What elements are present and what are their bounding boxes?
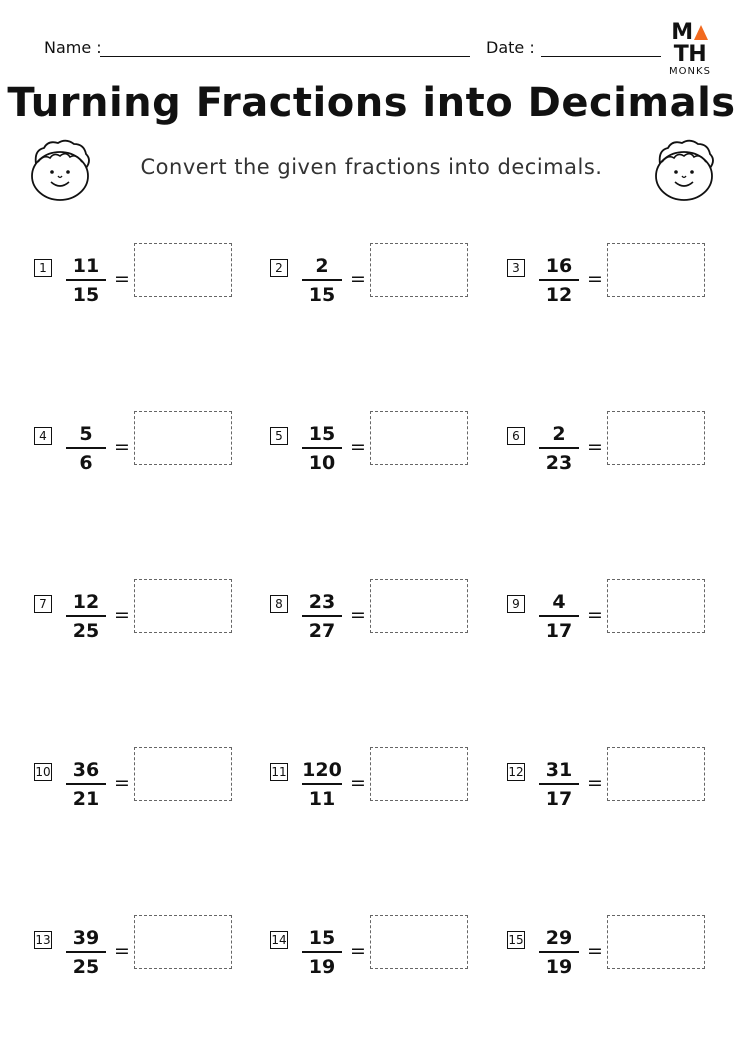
equals-sign: =	[587, 436, 603, 458]
fraction	[300, 421, 344, 475]
fraction	[537, 253, 581, 307]
equals-sign: =	[114, 940, 130, 962]
answer-box[interactable]	[607, 915, 705, 969]
answer-box[interactable]	[607, 579, 705, 633]
problem-number: 2	[270, 259, 288, 277]
date-field[interactable]	[541, 56, 661, 57]
fraction	[64, 589, 108, 643]
problem-number: 7	[34, 595, 52, 613]
answer-box[interactable]	[370, 579, 468, 633]
answer-box[interactable]	[607, 243, 705, 297]
problem-9	[507, 589, 722, 649]
problem-number: 6	[507, 427, 525, 445]
denominator: 15	[308, 284, 336, 306]
problem-6	[507, 421, 722, 481]
denominator: 19	[308, 956, 336, 978]
problem-number: 3	[507, 259, 525, 277]
numerator: 120	[302, 759, 342, 781]
answer-box[interactable]	[134, 915, 232, 969]
logo-triangle-icon	[694, 25, 708, 40]
fraction	[64, 757, 108, 811]
numerator: 36	[72, 759, 100, 781]
problem-8	[270, 589, 485, 649]
fraction	[300, 253, 344, 307]
fraction	[300, 589, 344, 643]
answer-box[interactable]	[370, 747, 468, 801]
equals-sign: =	[587, 268, 603, 290]
numerator: 16	[545, 255, 573, 277]
problem-5	[270, 421, 485, 481]
page-title: Turning Fractions into Decimals	[7, 80, 736, 126]
date-label: Date :	[486, 38, 535, 57]
numerator: 2	[552, 423, 566, 445]
denominator: 25	[72, 956, 100, 978]
problem-number: 12	[508, 765, 524, 779]
fraction	[300, 757, 344, 811]
equals-sign: =	[114, 604, 130, 626]
logo	[659, 22, 721, 77]
answer-box[interactable]	[607, 747, 705, 801]
numerator: 15	[308, 927, 336, 949]
problem-15	[507, 925, 722, 985]
problem-number: 9	[507, 595, 525, 613]
problem-number: 13	[35, 933, 51, 947]
problem-13	[34, 925, 249, 985]
logo-top-text: MTH	[671, 20, 707, 67]
denominator: 23	[545, 452, 573, 474]
problem-number: 15	[508, 933, 524, 947]
problem-4	[34, 421, 249, 481]
problem-number: 10	[35, 765, 51, 779]
problem-3	[507, 253, 722, 313]
equals-sign: =	[114, 772, 130, 794]
numerator: 39	[72, 927, 100, 949]
numerator: 15	[308, 423, 336, 445]
answer-box[interactable]	[370, 243, 468, 297]
answer-box[interactable]	[370, 915, 468, 969]
equals-sign: =	[587, 604, 603, 626]
problem-12	[507, 757, 722, 817]
numerator: 5	[79, 423, 93, 445]
logo-bottom-text: MONKS	[669, 66, 711, 77]
problem-7	[34, 589, 249, 649]
answer-box[interactable]	[134, 579, 232, 633]
problem-1	[34, 253, 249, 313]
fraction	[537, 925, 581, 979]
problem-2	[270, 253, 485, 313]
denominator: 27	[308, 620, 336, 642]
denominator: 19	[545, 956, 573, 978]
numerator: 31	[545, 759, 573, 781]
denominator: 21	[72, 788, 100, 810]
equals-sign: =	[114, 436, 130, 458]
denominator: 11	[308, 788, 336, 810]
fraction	[64, 253, 108, 307]
denominator: 17	[545, 788, 573, 810]
problem-number: 4	[34, 427, 52, 445]
problem-11	[270, 757, 485, 817]
fraction	[537, 421, 581, 475]
problem-number: 11	[271, 765, 287, 779]
numerator: 29	[545, 927, 573, 949]
problem-number: 1	[34, 259, 52, 277]
fraction	[64, 421, 108, 475]
numerator: 11	[72, 255, 100, 277]
fraction	[537, 757, 581, 811]
numerator: 4	[552, 591, 566, 613]
denominator: 6	[79, 452, 93, 474]
fraction	[300, 925, 344, 979]
equals-sign: =	[350, 940, 366, 962]
denominator: 12	[545, 284, 573, 306]
denominator: 10	[308, 452, 336, 474]
equals-sign: =	[114, 268, 130, 290]
numerator: 23	[308, 591, 336, 613]
denominator: 15	[72, 284, 100, 306]
answer-box[interactable]	[134, 243, 232, 297]
equals-sign: =	[350, 436, 366, 458]
fraction	[537, 589, 581, 643]
numerator: 12	[72, 591, 100, 613]
equals-sign: =	[350, 268, 366, 290]
problem-number: 14	[271, 933, 287, 947]
problem-14	[270, 925, 485, 985]
answer-box[interactable]	[607, 411, 705, 465]
problem-10	[34, 757, 249, 817]
numerator: 2	[315, 255, 329, 277]
fraction	[64, 925, 108, 979]
instruction-text: Convert the given fractions into decimals.	[140, 155, 603, 179]
equals-sign: =	[350, 604, 366, 626]
answer-box[interactable]	[134, 411, 232, 465]
denominator: 17	[545, 620, 573, 642]
problem-number: 5	[270, 427, 288, 445]
problem-number: 8	[270, 595, 288, 613]
denominator: 25	[72, 620, 100, 642]
equals-sign: =	[587, 772, 603, 794]
name-label: Name :	[44, 38, 102, 57]
name-field[interactable]	[100, 56, 470, 57]
equals-sign: =	[587, 940, 603, 962]
answer-box[interactable]	[134, 747, 232, 801]
answer-box[interactable]	[370, 411, 468, 465]
equals-sign: =	[350, 772, 366, 794]
